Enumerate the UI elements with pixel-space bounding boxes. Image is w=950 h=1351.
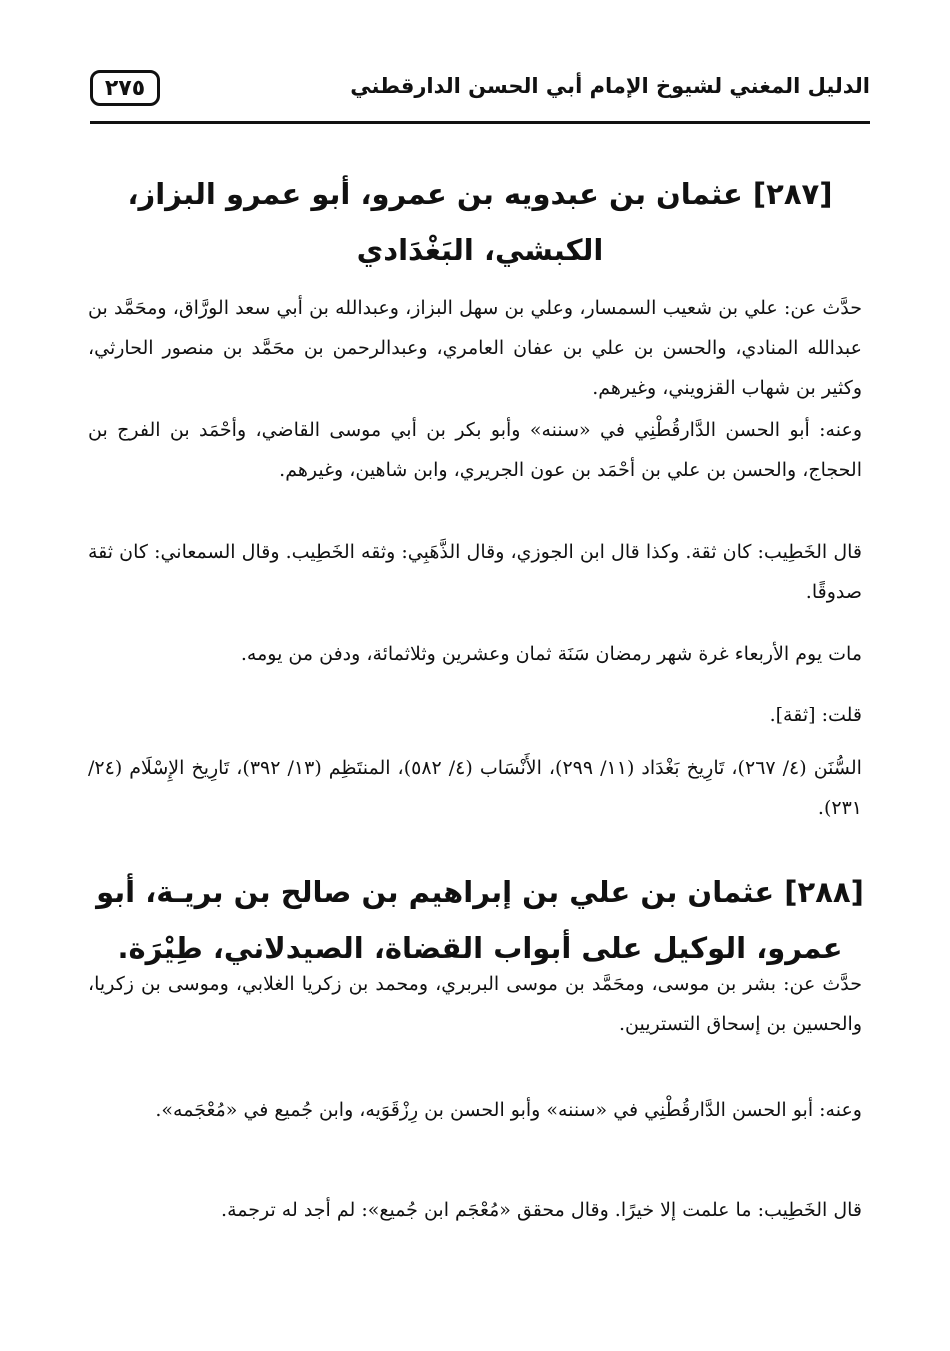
entry-287-grading: قال الخَطِيب: كان ثقة. وكذا قال ابن الجوزي، وقال الذَّهَبِي: وثقه الخَطِيب. وقال السمعاني: كان ثقة صدوقًا. — [88, 541, 862, 603]
running-header — [90, 70, 870, 116]
page-number: ٢٧٥ — [90, 70, 160, 106]
entry-287-students: وعنه: أبو الحسن الدَّارقُطْنِي في «سننه» وأبو بكر بن أبي موسى القاضي، وأحْمَد بن الفرج بن الحجاج، والحسن بن علي بن أحْمَد بن عون الجريري، وابن شاهين، وغيرهم. — [88, 419, 862, 481]
entry-288-students: وعنه: أبو الحسن الدَّارقُطْنِي في «سننه» وأبو الحسن بن رِزْقَوَيه، وابن جُميع في «مُعْجَمه». — [155, 1099, 862, 1121]
entry-288-heading: [٢٨٨] عثمان بن علي بن إبراهيم بن صالح بن بريـة، أبو عمرو، الوكيل على أبواب القضاة، الصيدلاني، طِيْرَة. — [96, 875, 864, 965]
entry-287-sources: السُّنَن (٤/ ٢٦٧)، تَارِيخ بَغْدَاد (١١/ ٢٩٩)، الأَنْسَاب (٤/ ٥٨٢)، المنتَظِم (١٣/ ٣٩٢)، تَارِيخ الإِسْلَام (٢٤/ ٢٣١). — [88, 757, 862, 819]
book-title: الدليل المغني لشيوخ الإمام أبي الحسن الدارقطني — [350, 74, 870, 98]
entry-287-heading: [٢٨٧] عثمان بن عبدويه بن عمرو، أبو عمرو البزاز، الكبشي، البَغْدَادي — [127, 177, 833, 267]
entry-288-teachers: حدَّث عن: بشر بن موسى، ومحَمَّد بن موسى البربري، ومحمد بن زكريا الغلابي، وموسى بن زكريا، والحسين بن إسحاق التستريين. — [88, 973, 862, 1035]
entry-287-death: مات يوم الأربعاء غرة شهر رمضان سَنَة ثمان وعشرين وثلاثمائة، ودفن من يومه. — [240, 643, 862, 665]
entry-287-teachers: حدَّث عن: علي بن شعيب السمسار، وعلي بن سهل البزاز، وعبدالله بن أبي سعد الورَّاق، ومحَمَّد بن عبدالله المنادي، والحسن بن علي بن عفان العامري، وعبدالرحمن بن محَمَّد بن منصور الحارثي، وكثير بن شهاب القزويني، وغيرهم. — [88, 297, 862, 399]
entry-287-verdict: قلت: [ثقة]. — [769, 704, 862, 726]
header-divider — [90, 121, 870, 124]
entry-288-grading: قال الخَطِيب: ما علمت إلا خيرًا. وقال محقق «مُعْجَم ابن جُميع»: لم أجد له ترجمة. — [221, 1199, 862, 1221]
